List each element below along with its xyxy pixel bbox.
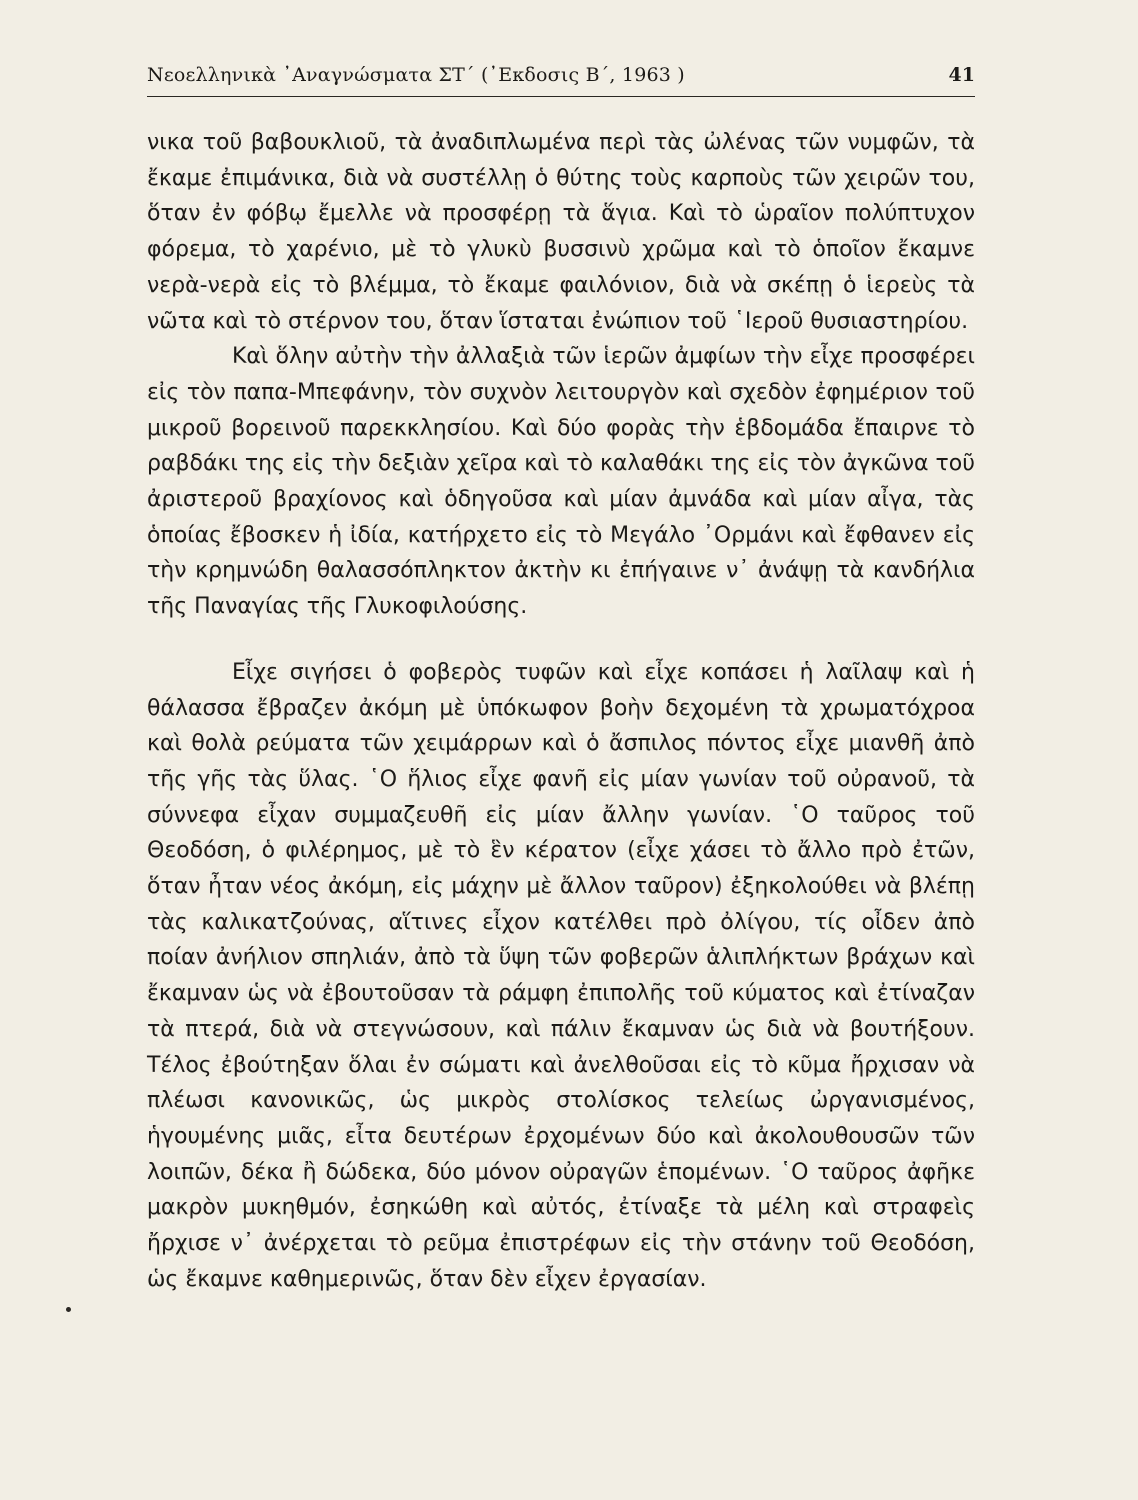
page-number: 41 bbox=[948, 64, 975, 86]
paragraph-3: Εἶχε σιγήσει ὁ φοβερὸς τυφῶν καὶ εἶχε κοπάσει ἡ λαῖλαψ καὶ ἡ θάλασσα ἔβραζεν ἀκόμη μὲ ὑπόκωφον βοὴν δεχομένη τὰ χρωματόχροα καὶ θολὰ ρεύματα τῶν χειμάρρων καὶ ὁ ἄσπιλος πόντος εἶχε μιανθῆ ἀπὸ τῆς γῆς τὰς ὕλας. ῾Ο ἥλιος εἶχε φανῆ εἰς μίαν γωνίαν τοῦ οὐρανοῦ, τὰ σύννεφα εἶχαν συμμαζευθῆ εἰς μίαν ἄλλην γωνίαν. ῾Ο ταῦρος τοῦ Θεοδόση, ὁ φιλέρημος, μὲ τὸ ἓν κέρατον (εἶχε χάσει τὸ ἄλλο πρὸ ἐτῶν, ὅταν ἦταν νέος ἀκόμη, εἰς μάχην μὲ ἄλλον ταῦρον) ἐξηκολούθει νὰ βλέπῃ τὰς καλικατζούνας, αἵτινες εἶχον κατέλθει πρὸ ὀλίγου, τίς οἶδεν ἀπὸ ποίαν ἀνήλιον σπηλιάν, ἀπὸ τὰ ὕψη τῶν φοβερῶν ἁλιπλήκτων βράχων καὶ ἔκαμναν ὡς νὰ ἐβουτοῦσαν τὰ ράμφη ἐπιπολῆς τοῦ κύματος καὶ ἐτίναζαν τὰ πτερά, διὰ νὰ στεγνώσουν, καὶ πάλιν ἔκαμναν ὡς διὰ νὰ βουτήξουν. Τέλος ἐβούτηξαν ὅλαι ἐν σώματι καὶ ἀνελθοῦσαι εἰς τὸ κῦμα ἤρχισαν νὰ πλέωσι κανονικῶς, ὡς μικρὸς στολίσκος τελείως ὠργανισμένος, ἡγουμένης μιᾶς, εἶτα δευτέρων ἐρχομένων δύο καὶ ἀκολουθουσῶν τῶν λοιπῶν, δέκα ἢ δώδεκα, δύο μόνον οὐραγῶν ἑπομένων. ῾Ο ταῦρος ἀφῆκε μακρὸν μυκηθμόν, ἐσηκώθη καὶ αὐτός, ἐτίναξε τὰ μέλη καὶ στραφεὶς ἤρχισε ν᾿ ἀνέρχεται τὸ ρεῦμα ἐπιστρέφων εἰς τὴν στάνην τοῦ Θεοδόση, ὡς ἔκαμνε καθημερινῶς, ὅταν δὲν εἶχεν ἐργασίαν. bbox=[147, 659, 975, 1292]
running-header bbox=[147, 60, 975, 97]
paragraph-1: νικα τοῦ βαβουκλιοῦ, τὰ ἀναδιπλωμένα περὶ τὰς ὠλένας τῶν νυμφῶν, τὰ ἔκαμε ἐπιμάνικα, διὰ νὰ συστέλλῃ ὁ θύτης τοὺς καρποὺς τῶν χειρῶν του, ὅταν ἐν φόβῳ ἔμελλε νὰ προσφέρῃ τὰ ἅγια. Καὶ τὸ ὡραῖον πολύπτυχον φόρεμα, τὸ χαρένιο, μὲ τὸ γλυκὺ βυσσινὺ χρῶμα καὶ τὸ ὁποῖον ἔκαμνε νερὰ-νερὰ εἰς τὸ βλέμμα, τὸ ἔκαμε φαιλόνιον, διὰ νὰ σκέπῃ ὁ ἱερεὺς τὰ νῶτα καὶ τὸ στέρνον του, ὅταν ἵσταται ἐνώπιον τοῦ ῾Ιεροῦ θυσιαστηρίου. bbox=[147, 130, 975, 334]
margin-dot-mark bbox=[66, 1307, 71, 1312]
paragraph-2: Καὶ ὅλην αὐτὴν τὴν ἀλλαξιὰ τῶν ἱερῶν ἀμφίων τὴν εἶχε προσφέρει εἰς τὸν παπα-Μπεφάνην, τὸν συχνὸν λειτουργὸν καὶ σχεδὸν ἐφημέριον τοῦ μικροῦ βορεινοῦ παρεκκλησίου. Καὶ δύο φορὰς τὴν ἑβδομάδα ἔπαιρνε τὸ ραβδάκι της εἰς τὴν δεξιὰν χεῖρα καὶ τὸ καλαθάκι της εἰς τὸν ἀγκῶνα τοῦ ἀριστεροῦ βραχίονος καὶ ὁδηγοῦσα καὶ μίαν ἀμνάδα καὶ μίαν αἶγα, τὰς ὁποίας ἔβοσκεν ἡ ἰδία, κατήρχετο εἰς τὸ Μεγάλο ᾿Ορμάνι καὶ ἔφθανεν εἰς τὴν κρημνώδη θαλασσόπληκτον ἀκτὴν κι ἐπήγαινε ν᾿ ἀνάψῃ τὰ κανδήλια τῆς Παναγίας τῆς Γλυκοφιλούσης. bbox=[147, 344, 975, 620]
body-text bbox=[147, 125, 975, 1298]
header-title: Νεοελληνικὰ ᾿Αναγνώσματα ΣΤ΄ (᾿Εκδοσις Β΄, 1963 ) bbox=[147, 64, 685, 86]
